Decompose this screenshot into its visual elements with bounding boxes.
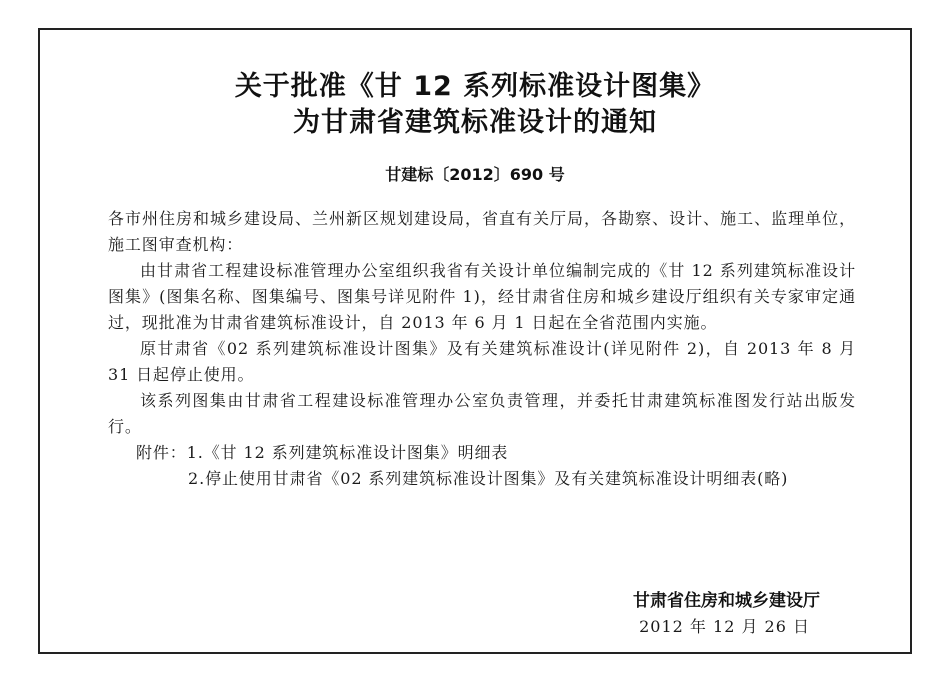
body-paragraph-discontinue: 原甘肃省《02 系列建筑标准设计图集》及有关建筑标准设计(详见附件 2)，自 2013 年 8 月 31 日起停止使用。 <box>108 339 856 384</box>
attachment-item-1 <box>108 440 856 466</box>
attachment-item-1-text: 1.《甘 12 系列建筑标准设计图集》明细表 <box>186 443 509 462</box>
document-number: 甘建标〔2012〕690 号 <box>385 165 565 184</box>
signing-date: 2012 年 12 月 26 日 <box>639 617 810 636</box>
document-body <box>108 206 856 492</box>
signing-organization: 甘肃省住房和城乡建设厅 <box>633 591 820 611</box>
body-paragraph-management: 该系列图集由甘肃省工程建设标准管理办公室负责管理，并委托甘肃建筑标准图发行站出版发行。 <box>108 391 856 436</box>
attachment-label: 附件： <box>136 443 187 462</box>
attachment-item-2: 2.停止使用甘肃省《02 系列建筑标准设计图集》及有关建筑标准设计明细表(略) <box>188 469 789 488</box>
document-title-line1: 关于批准《甘 12 系列标准设计图集》 <box>234 71 716 102</box>
document-title-line2: 为甘肃省建筑标准设计的通知 <box>293 107 657 138</box>
body-paragraph-approval: 由甘肃省工程建设标准管理办公室组织我省有关设计单位编制完成的《甘 12 系列建筑标准设计图集》(图集名称、图集编号、图集号详见附件 1)，经甘肃省住房和城乡建设厅组织有关专家审定通过，现批准为甘肃省建筑标准设计，自 2013 年 6 月 1 日起在全省范围内实施。 <box>108 261 856 332</box>
recipients-paragraph: 各市州住房和城乡建设局、兰州新区规划建设局，省直有关厅局，各勘察、设计、施工、监理单位，施工图审查机构： <box>108 209 856 254</box>
